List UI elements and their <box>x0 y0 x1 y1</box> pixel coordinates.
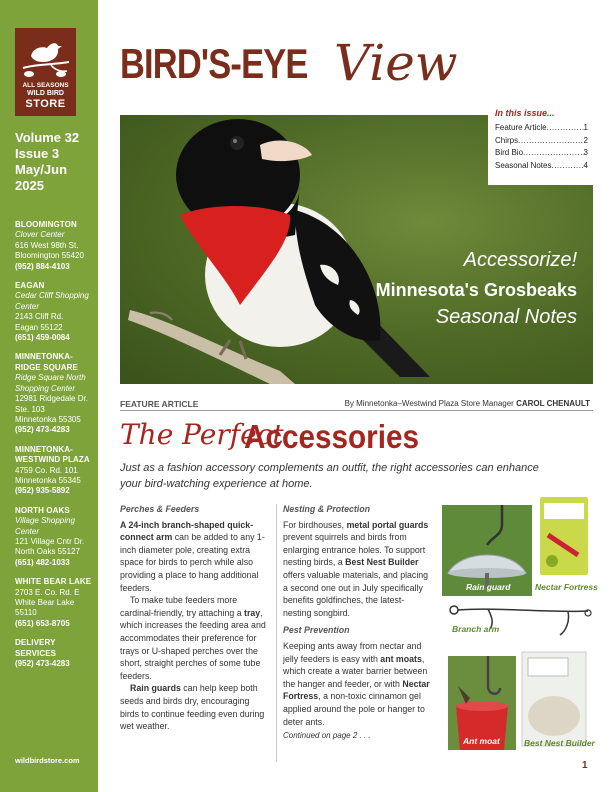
toc-item-label: Bird Bio <box>495 148 524 157</box>
store-location <box>15 352 97 435</box>
hero-headline-3: Seasonal Notes <box>435 306 577 328</box>
store-name: DELIVERY SERVICES <box>15 638 57 658</box>
store-name: BLOOMINGTON <box>15 220 77 229</box>
text-run: Keeping ants away from nectar and jelly feeders is easy with <box>283 640 422 664</box>
store-phone[interactable]: (651) 653-8705 <box>15 618 70 628</box>
store-name: WHITE BEAR LAKE <box>15 577 92 587</box>
bold-term: Best Nest Builder <box>345 557 419 568</box>
text-run: prevent squirrels and birds from enlarging entrance holes. To support nesting birds, a <box>283 532 426 568</box>
masthead-script: View <box>334 34 458 92</box>
store-city: Eagan 55122 <box>15 322 63 332</box>
toc-leader <box>523 147 584 160</box>
toc-item-page: 2 <box>583 135 588 145</box>
store-name: NORTH OAKS <box>15 505 70 515</box>
paragraph <box>283 640 431 728</box>
best-nest-builder-icon <box>518 650 590 748</box>
store-address: 12981 Ridgedale Dr. Ste. 103 <box>15 394 88 414</box>
bold-term: ant moats <box>380 653 422 664</box>
issue-year: 2025 <box>15 178 44 193</box>
issue-volume: Volume 32 <box>15 130 80 145</box>
toc-item-label: Seasonal Notes <box>495 160 552 170</box>
store-logo <box>15 28 76 116</box>
divider <box>120 410 593 411</box>
store-phone[interactable]: (952) 473-4283 <box>15 659 70 669</box>
store-center: Cedar Cliff Shopping Center <box>15 291 89 311</box>
store-city: White Bear Lake 55110 <box>15 598 75 618</box>
toc-leader <box>518 135 583 148</box>
store-name: MINNETONKA-WESTWIND PLAZA <box>15 444 90 465</box>
bird-logo-icon <box>21 34 71 80</box>
byline-author: CAROL CHENAULT <box>516 399 590 408</box>
caption-best-nest-builder: Best Nest Builder <box>524 738 595 748</box>
store-location <box>15 506 97 568</box>
store-city: Minnetonka 55345 <box>15 475 81 485</box>
store-address: 2143 Cliff Rd. <box>15 312 64 322</box>
issue-number: Issue 3 <box>15 146 60 161</box>
continued-note[interactable]: Continued on page 2 . . . <box>283 731 371 741</box>
subheading-pest: Pest Prevention <box>283 625 350 636</box>
store-address: 2703 E. Co. Rd. E <box>15 587 80 597</box>
text-run: can be added to any 1-inch diameter pole, creating extra space for birds to perch while also providing a place to hang additional feeders. <box>120 532 265 593</box>
byline <box>345 399 590 408</box>
bold-term: tray <box>244 607 261 618</box>
text-run: , a non-toxic cinnamon gel applied around the pole or hanger to deter ants. <box>283 691 425 727</box>
store-center: Village Shopping Center <box>15 516 75 536</box>
toc-item-label: Feature Article <box>495 123 547 132</box>
hero-headline-1: Accessorize! <box>463 249 577 271</box>
bold-term: Nectar Fortress <box>283 678 430 702</box>
issue-date: May/Jun <box>15 162 68 177</box>
store-location <box>15 281 97 343</box>
toc-item[interactable] <box>495 147 588 160</box>
toc-leader <box>547 122 584 135</box>
store-location <box>15 220 97 272</box>
caption-branch-arm: Branch arm <box>452 624 500 634</box>
store-phone[interactable]: (952) 473-4283 <box>15 425 70 435</box>
toc-heading: In this issue... <box>495 108 555 118</box>
text-run: , which increases the feeding area and accommodates their preference for trays or U-shaped perches over the short, straight perches of some tube feeders. <box>120 607 266 681</box>
text-run: For birdhouses, <box>283 519 347 530</box>
table-of-contents <box>488 103 594 185</box>
paragraph <box>120 682 270 732</box>
store-center: Clover Center <box>15 230 65 240</box>
logo-line-2: WILD BIRD <box>27 90 64 97</box>
text-run: can help keep both seeds and birds dry, encouraging birds to continue feeding even during wet weather. <box>120 683 265 732</box>
article-title-bold: Accessories <box>244 418 420 455</box>
caption-rain-guard: Rain guard <box>466 582 511 592</box>
toc-item-page: 1 <box>583 123 588 132</box>
toc-leader <box>551 160 583 173</box>
article-intro: Just as a fashion accessory complements an outfit, the right accessories can enhance your bird-watching experience at home. <box>120 462 539 490</box>
logo-line-1: ALL SEASONS <box>22 82 69 89</box>
subheading-nesting: Nesting & Protection <box>283 504 370 514</box>
toc-item[interactable] <box>495 160 588 173</box>
branch-arm-image <box>448 601 598 641</box>
nectar-fortress-package-icon <box>538 495 590 577</box>
article-title-script: The Perfect <box>120 418 284 451</box>
caption-nectar-fortress: Nectar Fortress <box>535 582 598 592</box>
store-phone[interactable]: (651) 459-0084 <box>15 333 70 343</box>
store-city: North Oaks 55127 <box>15 547 80 557</box>
article-column-1 <box>120 503 270 733</box>
toc-item[interactable] <box>495 122 588 135</box>
store-list <box>15 220 97 678</box>
subheading-perches: Perches & Feeders <box>120 504 200 514</box>
toc-item-page: 3 <box>583 148 588 157</box>
paragraph <box>120 519 270 595</box>
issue-info <box>15 130 79 194</box>
store-address: 4759 Co. Rd. 101 <box>15 465 78 475</box>
store-address: 616 West 98th St. <box>15 240 79 250</box>
toc-item-label: Chirps <box>495 135 519 145</box>
page-number: 1 <box>582 760 588 771</box>
article-column-2 <box>283 503 431 743</box>
store-center: Ridge Square North Shopping Center <box>15 373 86 393</box>
caption-ant-moat: Ant moat <box>463 736 500 746</box>
store-phone[interactable]: (952) 935-5892 <box>15 486 70 496</box>
logo-line-3: STORE <box>25 98 66 110</box>
bold-term: metal portal guards <box>346 519 429 530</box>
store-location <box>15 577 97 629</box>
text-run: , which create a water barrier between the hanger and feeder, or with <box>283 653 428 689</box>
toc-item[interactable] <box>495 135 588 148</box>
bold-term: A 24-inch branch-shaped quick-connect arm <box>120 519 254 543</box>
best-nest-builder-image <box>518 650 590 748</box>
nectar-fortress-image <box>538 495 590 577</box>
sidebar <box>0 0 98 792</box>
masthead-title: BIRD'S-EYE <box>120 40 308 87</box>
bold-term: Rain guards <box>130 683 181 694</box>
column-divider <box>276 504 277 762</box>
store-phone[interactable]: (651) 482-1033 <box>15 557 70 567</box>
store-name: EAGAN <box>15 281 45 291</box>
store-location <box>15 445 97 497</box>
hero-headline-2: Minnesota's Grosbeaks <box>375 280 577 300</box>
store-city: Bloomington 55420 <box>15 251 84 261</box>
paragraph <box>120 594 270 682</box>
text-run: offers valuable materials, and placing a second one out in July specifically benefits goldfinches, the latest-nesting songbird. <box>283 569 429 618</box>
store-phone[interactable]: (952) 884-4103 <box>15 261 70 271</box>
store-location <box>15 638 97 669</box>
branch-arm-icon <box>448 601 598 641</box>
feature-label: FEATURE ARTICLE <box>120 399 199 409</box>
store-name: MINNETONKA-RIDGE SQUARE <box>15 352 78 372</box>
store-city: Minnetonka 55305 <box>15 414 81 424</box>
paragraph <box>283 519 431 620</box>
website-link[interactable]: wildbirdstore.com <box>15 756 80 765</box>
toc-item-page: 4 <box>583 160 588 170</box>
store-address: 121 Village Cntr Dr. <box>15 536 85 546</box>
byline-prefix: By Minnetonka–Westwind Plaza Store Manager <box>344 399 514 408</box>
text-run: To make tube feeders more cardinal-friendly, try attaching a <box>120 595 245 618</box>
